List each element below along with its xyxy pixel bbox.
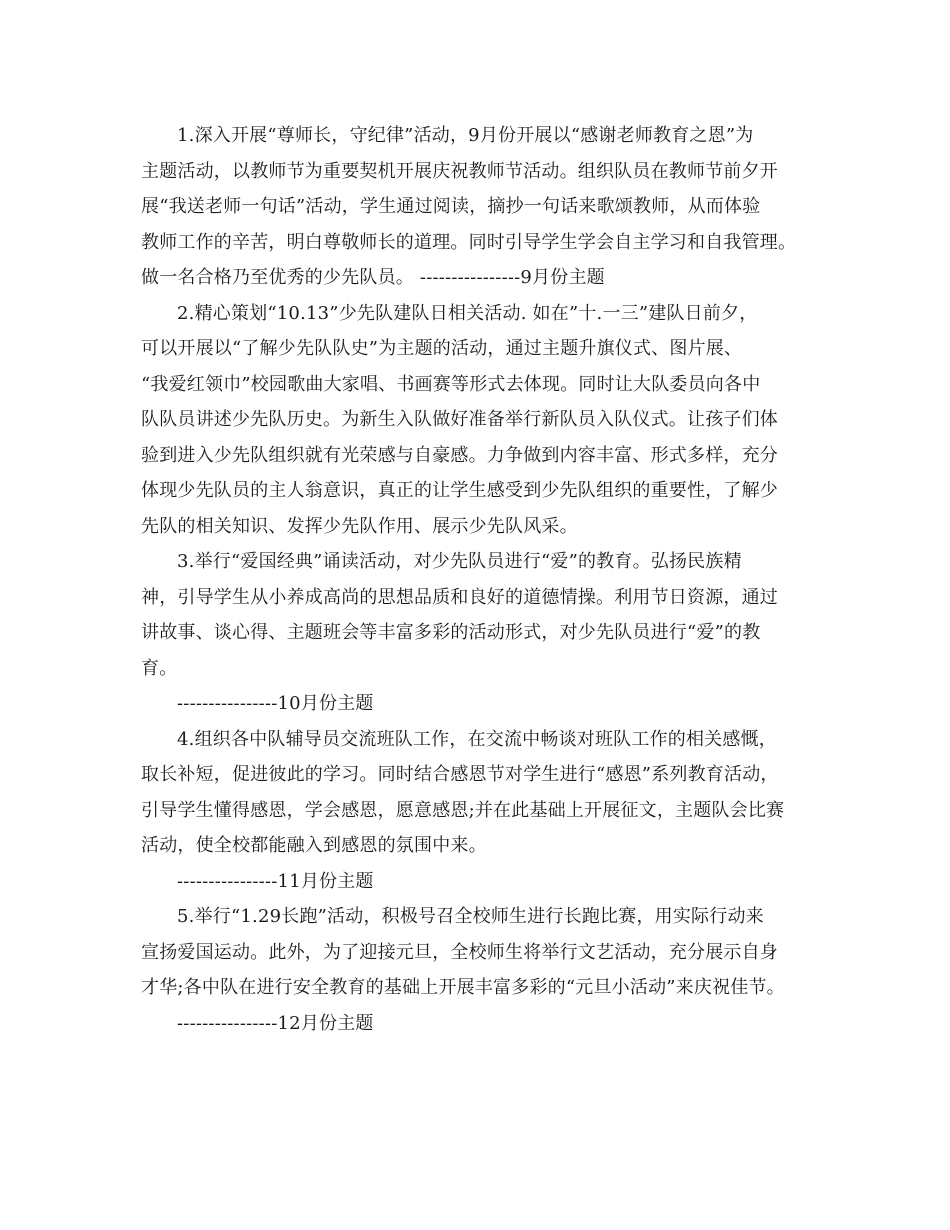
text-line: 宣扬爱国运动。此外，为了迎接元旦，全校师生将举行文艺活动，充分展示自身: [141, 941, 778, 963]
month-theme-label: ----------------12月份主题: [177, 1012, 374, 1034]
text-line: 先队的相关知识、发挥少先队作用、展示少先队风采。: [141, 515, 578, 537]
document-body: [141, 118, 821, 1041]
text-line: 可以开展以“了解少先队队史”为主题的活动，通过主题升旗仪式、图片展、: [141, 338, 743, 359]
text-line: 教师工作的辛苦，明白尊敬师长的道理。同时引导学生学会自主学习和自我管理。: [141, 231, 797, 253]
text-line: 3.举行“爱国经典”诵读活动，对少先队员进行“爱”的教育。弘扬民族精: [177, 551, 742, 572]
text-line: 神，引导学生从小养成高尚的思想品质和良好的道德情操。利用节日资源，通过: [141, 586, 778, 608]
month-theme-label: ----------------10月份主题: [177, 693, 374, 714]
text-line: 2.精心策划“10.13”少先队建队日相关活动. 如在”十.一三”建队日前夕，: [177, 302, 758, 324]
text-line: “我爱红领巾”校园歌曲大家唱、书画赛等形式去体现。同时让大队委员向各中: [141, 373, 761, 395]
text-line: 才华;各中队在进行安全教育的基础上开展丰富多彩的“元旦小活动”来庆祝佳节。: [141, 977, 785, 998]
text-line: 做一名合格乃至优秀的少先队员。 ----------------9月份主题: [141, 267, 605, 288]
text-line: 引导学生懂得感恩，学会感恩，愿意感恩;并在此基础上开展征文，主题队会比赛: [141, 799, 785, 821]
text-line: 4.组织各中队辅导员交流班队工作，在交流中畅谈对班队工作的相关感慨，: [177, 728, 777, 750]
text-line: 讲故事、谈心得、主题班会等丰富多彩的活动形式，对少先队员进行“爱”的教: [141, 622, 761, 643]
text-line: 验到进入少先队组织就有光荣感与自豪感。力争做到内容丰富、形式多样，充分: [141, 444, 778, 466]
text-line: 育。: [141, 657, 178, 679]
text-line: 展“我送老师一句话”活动，学生通过阅读，摘抄一句话来歌颂教师，从而体验: [141, 196, 761, 217]
text-line: 5.举行“1.29长跑”活动，积极号召全校师生进行长跑比赛，用实际行动来: [177, 906, 764, 927]
text-line: 1.深入开展“尊师长，守纪律”活动，9月份开展以“感谢老师教育之恩”为: [177, 125, 754, 146]
text-line: 取长补短，促进彼此的学习。同时结合感恩节对学生进行“感恩”系列教育活动，: [141, 764, 779, 785]
text-line: 队队员讲述少先队历史。为新生入队做好准备举行新队员入队仪式。让孩子们体: [141, 409, 778, 430]
text-line: 体现少先队员的主人翁意识，真正的让学生感受到少先队组织的重要性，了解少: [141, 480, 778, 501]
text-line: 主题活动，以教师节为重要契机开展庆祝教师节活动。组织队员在教师节前夕开: [141, 160, 778, 182]
month-theme-label: ----------------11月份主题: [177, 870, 374, 892]
text-line: 活动，使全校都能融入到感恩的氛围中来。: [141, 835, 487, 856]
